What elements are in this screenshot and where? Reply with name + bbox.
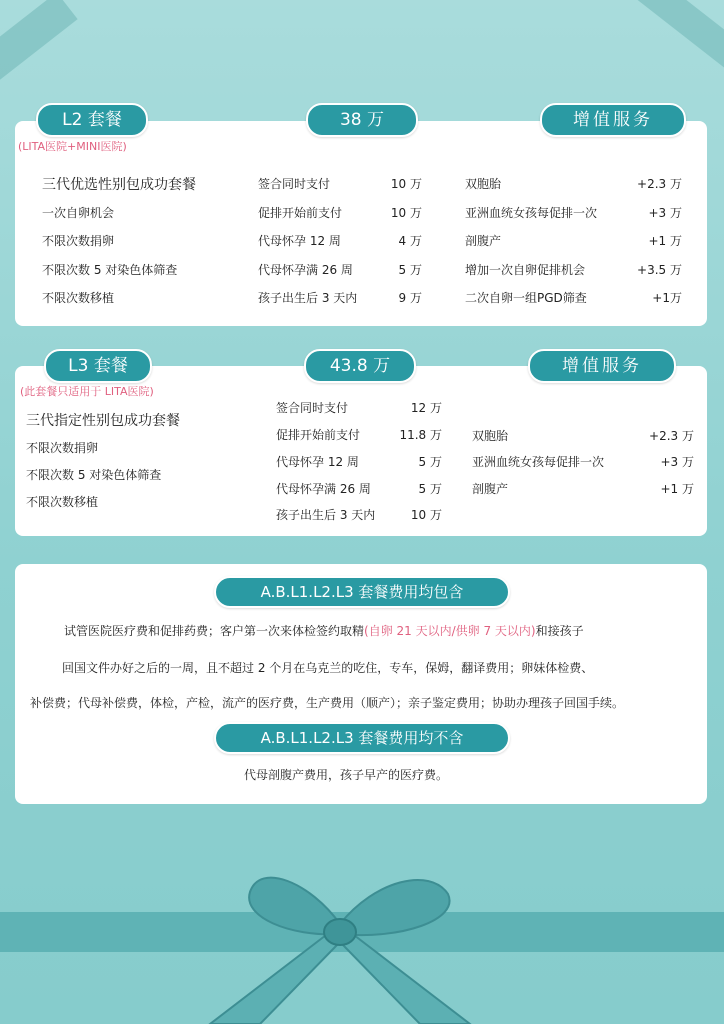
l2-feature: 不限次数 5 对染色体筛查 xyxy=(42,263,178,277)
includes-line-3: 补偿费；代母补偿费，体检，产检，流产的医疗费，生产费用（顺产）；亲子鉴定费用；协助办理孩子回国手续。 xyxy=(30,696,625,710)
l2-payment-label: 签合同时支付 xyxy=(258,177,331,191)
l2-payment-label: 代母怀孕 12 周 xyxy=(258,234,341,248)
l2-feature: 三代优选性别包成功套餐 xyxy=(42,177,196,193)
l3-feature: 不限次数移植 xyxy=(26,495,99,509)
l2-payment-amount: 9 万 xyxy=(398,291,422,305)
includes-line-1-text: 试管医院医疗费和促排药费；客户第一次来体检签约取精 xyxy=(64,624,365,638)
l3-payment-amount: 10 万 xyxy=(410,508,442,522)
l2-extra-pill: 增值服务 xyxy=(540,103,686,137)
l3-feature: 不限次数 5 对染色体筛查 xyxy=(26,468,162,482)
l3-payment-amount: 11.8 万 xyxy=(399,428,442,442)
l2-extra-price: +2.3 万 xyxy=(637,177,682,191)
l2-payment-amount: 10 万 xyxy=(390,177,422,191)
l3-hospital-note: (此套餐只适用于 LITA医院) xyxy=(20,385,154,398)
l2-extra-label: 二次自卵一组PGD筛查 xyxy=(465,291,587,305)
l2-payment-amount: 5 万 xyxy=(398,263,422,277)
l2-feature: 不限次数捐卵 xyxy=(42,234,115,248)
l2-payment-label: 代母怀孕满 26 周 xyxy=(258,263,353,277)
l3-payment-label: 签合同时支付 xyxy=(276,401,349,415)
l3-name-pill: L3 套餐 xyxy=(44,349,152,383)
l2-extra-price: +3 万 xyxy=(648,206,682,220)
l2-hospital-note: (LITA医院+MINI医院) xyxy=(18,140,127,153)
l2-extra-price: +1 万 xyxy=(648,234,682,248)
l2-price-pill: 38 万 xyxy=(306,103,418,137)
excludes-line: 代母剖腹产费用，孩子早产的医疗费。 xyxy=(244,768,449,782)
l2-payment-amount: 4 万 xyxy=(398,234,422,248)
l3-extra-price: +2.3 万 xyxy=(649,429,694,443)
l2-payment-label: 促排开始前支付 xyxy=(258,206,343,220)
ribbon-decoration-right xyxy=(630,0,724,80)
bow-ribbon-icon xyxy=(190,862,490,1024)
includes-title-pill: A.B.L1.L2.L3 套餐费用均包含 xyxy=(214,576,510,608)
l3-payment-amount: 5 万 xyxy=(418,455,442,469)
l3-payment-label: 促排开始前支付 xyxy=(276,428,361,442)
l2-extra-label: 剖腹产 xyxy=(465,234,502,248)
l2-extra-label: 亚洲血统女孩每促排一次 xyxy=(465,206,598,220)
l3-extra-pill: 增值服务 xyxy=(528,349,676,383)
l3-extra-price: +3 万 xyxy=(660,455,694,469)
ribbon-decoration-left xyxy=(0,0,78,87)
l3-price-pill: 43.8 万 xyxy=(304,349,416,383)
l3-extra-label: 剖腹产 xyxy=(472,482,509,496)
includes-line-1-highlight: (自卵 21 天以内/供卵 7 天以内) xyxy=(364,624,536,638)
includes-line-2: 回国文件办好之后的一周，且不超过 2 个月在乌克兰的吃住，专车，保姆，翻译费用；卵妹体检费、 xyxy=(62,661,594,675)
includes-line-1-tail: 和接孩子 xyxy=(535,624,584,638)
l2-extra-label: 增加一次自卵促排机会 xyxy=(465,263,586,277)
l3-payment-label: 代母怀孕满 26 周 xyxy=(276,482,371,496)
l2-feature: 一次自卵机会 xyxy=(42,206,115,220)
l2-extra-label: 双胞胎 xyxy=(465,177,502,191)
l3-extra-label: 亚洲血统女孩每促排一次 xyxy=(472,455,605,469)
l3-payment-label: 代母怀孕 12 周 xyxy=(276,455,359,469)
l2-extra-price: +3.5 万 xyxy=(637,263,682,277)
l3-feature: 不限次数捐卵 xyxy=(26,441,99,455)
l3-payment-amount: 5 万 xyxy=(418,482,442,496)
l3-extra-label: 双胞胎 xyxy=(472,429,509,443)
l3-payment-label: 孩子出生后 3 天内 xyxy=(276,508,376,522)
l3-feature: 三代指定性别包成功套餐 xyxy=(26,413,180,429)
l3-payment-amount: 12 万 xyxy=(410,401,442,415)
excludes-title-pill: A.B.L1.L2.L3 套餐费用均不含 xyxy=(214,722,510,754)
l2-feature: 不限次数移植 xyxy=(42,291,115,305)
l2-payment-amount: 10 万 xyxy=(390,206,422,220)
l3-extra-price: +1 万 xyxy=(660,482,694,496)
l2-extra-price: +1万 xyxy=(652,291,682,305)
includes-line-1 xyxy=(64,622,584,639)
l2-payment-label: 孩子出生后 3 天内 xyxy=(258,291,358,305)
l2-name-pill: L2 套餐 xyxy=(36,103,148,137)
